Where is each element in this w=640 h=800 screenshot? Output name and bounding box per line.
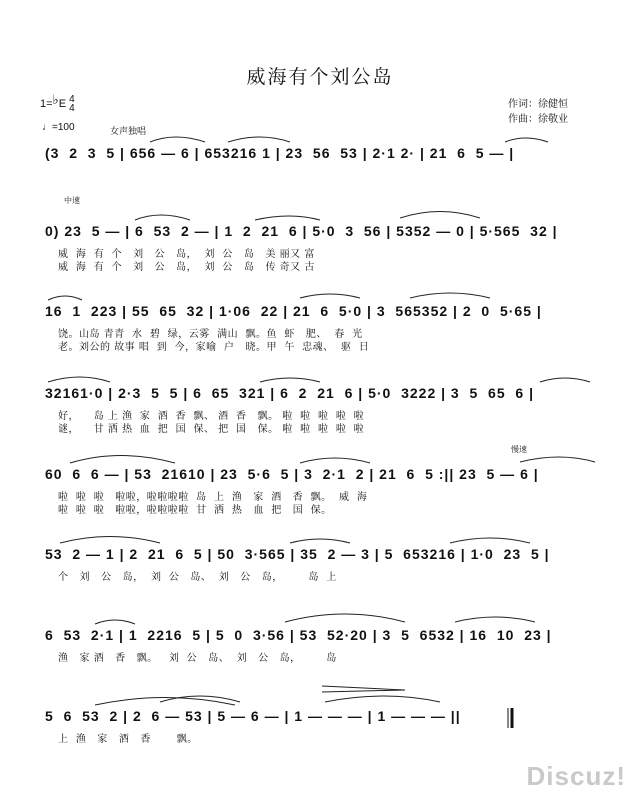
slur [70, 456, 175, 464]
slur [520, 457, 595, 462]
slur [260, 378, 320, 382]
notation-line: (3 2 3 5 | 656 — 6 | 653216 1 | 23 56 53 | 2·1 2· | 21 6 5 — | [45, 145, 515, 161]
slur [48, 296, 82, 300]
slur [228, 137, 290, 142]
song-title: 威海有个刘公岛 [246, 66, 394, 88]
crescendo-bottom [322, 690, 405, 692]
lyric-line-1: 啦 啦 啦 啦啦，啦啦啦啦 岛 上 渔 家 酒 香 飘。 威 海 [58, 492, 368, 503]
lyric-line-1: 上 渔 家 酒 香 飘。 [58, 734, 198, 745]
slur [300, 458, 370, 463]
lyricist: 作词：徐健恒 [508, 99, 568, 110]
lyric-line-2: 啦 啦 啦 啦啦，啦啦啦啦 甘 洒 热 血 把 国 保。 [58, 505, 332, 516]
moderato-marker: 中速 [64, 196, 80, 205]
slur [505, 138, 548, 142]
slur [290, 539, 350, 543]
slur [95, 698, 235, 706]
lyric-line-2: 威 海 有 个 刘 公 岛， 刘 公 岛 传 奇又 古 [58, 262, 315, 273]
key-note: E [58, 98, 67, 110]
notation-line: 16 1 223 | 55 65 32 | 1·06 22 | 21 6 5·0 | 3 565352 | 2 0 5·65 | [45, 303, 542, 319]
notation-line: 5 6 53 2 | 2 6 — 53 | 5 — 6 — | 1 — — — | 1 — — — || [45, 708, 461, 724]
notation-line: 60 6 6 — | 53 21610 | 23 5·6 5 | 3 2·1 2 | 21 6 5 :|| 23 5 — 6 | [45, 466, 539, 482]
lyric-line-1: 威 海 有 个 刘 公 岛， 刘 公 岛 美 丽又 富 [58, 249, 315, 260]
slur [48, 377, 110, 382]
notation-line: 6 53 2·1 | 1 2216 5 | 5 0 3·56 | 53 52·20 | 3 5 6532 | 16 10 23 | [45, 627, 552, 643]
performance-note: 女声独唱 [110, 127, 147, 137]
lyric-line-1: 个 刘 公 岛， 刘 公 岛、 刘 公 岛， 岛 上 [58, 572, 337, 583]
lyric-line-1: 好， 岛 上 渔 家 酒 香 飘、 酒 香 飘。 啦 啦 啦 啦 啦 [58, 411, 365, 422]
crescendo-top [322, 686, 405, 690]
slur [400, 212, 480, 219]
key-prefix: 1= [40, 98, 53, 110]
slur [285, 614, 405, 622]
time-bottom: 4 [69, 103, 75, 115]
slur [255, 216, 320, 220]
slur [450, 538, 530, 543]
slow-marker: 慢速 [511, 445, 527, 454]
lyric-line-1: 渔 家 酒 香 飘。 刘 公 岛、 刘 公 岛， 岛 [58, 653, 337, 664]
composer: 作曲：徐敬业 [508, 114, 568, 125]
lyric-line-1: 饶。山岛 青青 水 碧 绿，云雾 满山 飘。鱼 虾 肥、 春 光 [58, 329, 363, 340]
slur [135, 215, 190, 220]
notation-line: 53 2 — 1 | 2 21 6 5 | 50 3·565 | 35 2 — 3 | 5 653216 | 1·0 23 5 | [45, 546, 550, 562]
slur [410, 293, 490, 298]
lyric-line-2: 老。刘公的 故事 唱 到 今，家喻 户 晓。甲 午 忠魂、 驱 日 [58, 342, 370, 353]
slur [455, 617, 535, 622]
notation-line: 0) 23 5 — | 6 53 2 — | 1 2 21 6 | 5·0 3 56 | 5352 — 0 | 5·565 32 | [45, 223, 558, 239]
lyric-line-2: 谜， 甘 洒 热 血 把 国 保、 把 国 保。 啦 啦 啦 啦 啦 [58, 424, 365, 435]
slur [150, 137, 205, 142]
tempo-marking: ♩=100 [42, 122, 75, 133]
notation-line: 32161·0 | 2·3 5 5 | 6 65 321 | 6 2 21 6 | 5·0 3222 | 3 5 65 6 | [45, 385, 535, 401]
slur [540, 378, 590, 382]
slur [60, 537, 160, 544]
flat-symbol: ♭ [52, 92, 59, 107]
slur [325, 696, 440, 702]
slur [300, 294, 360, 298]
watermark-logo: Discuz! [526, 761, 626, 791]
time-top: 4 [69, 94, 75, 106]
slur [95, 620, 135, 624]
